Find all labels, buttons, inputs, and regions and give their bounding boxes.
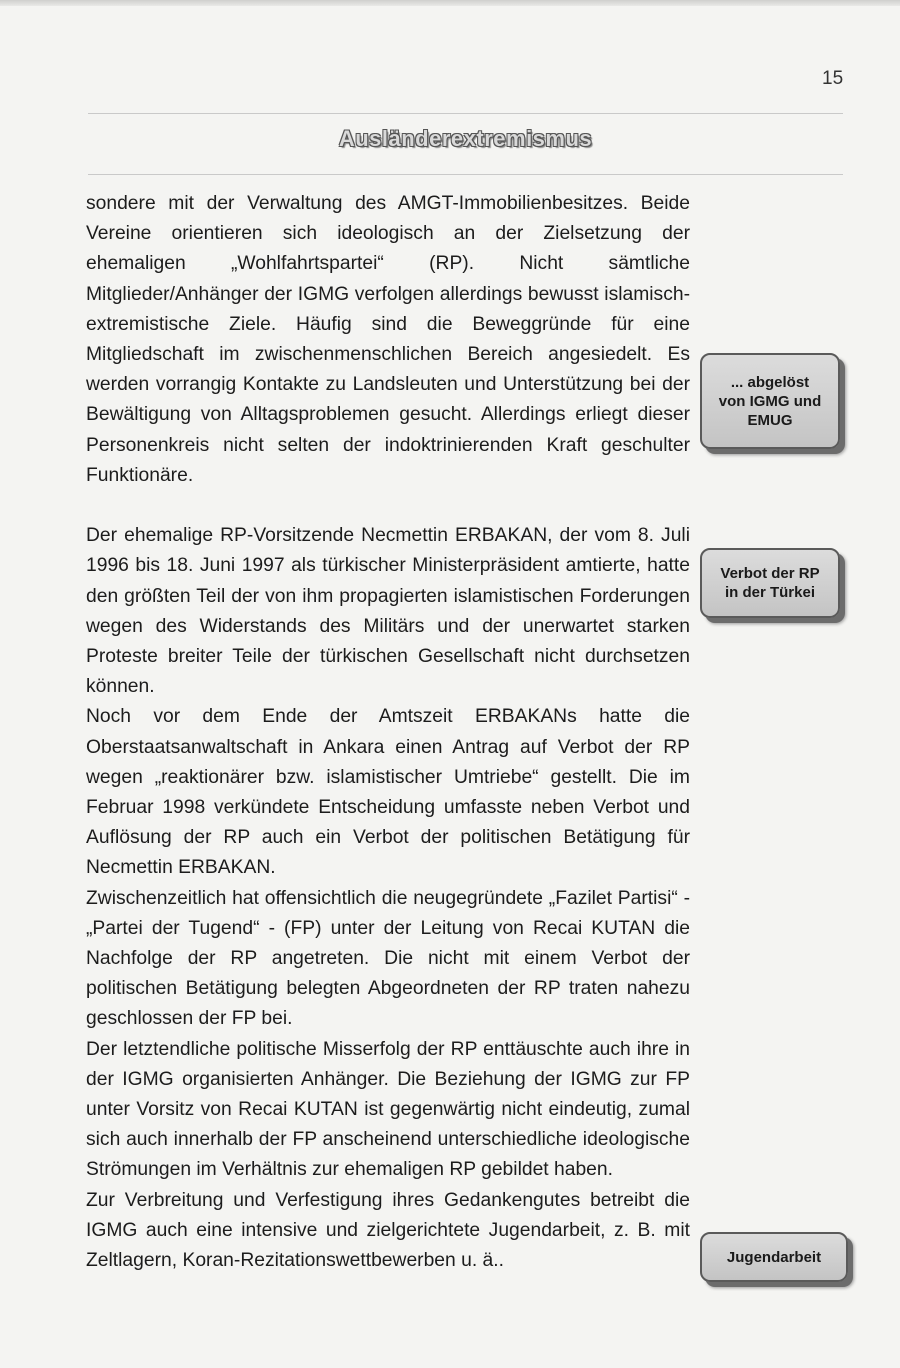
margin-note-jugendarbeit: Jugendarbeit xyxy=(700,1232,848,1282)
margin-note-verbot-rp: Verbot der RP in der Türkei xyxy=(700,548,840,618)
chapter-title: Ausländerextremismus xyxy=(338,126,593,151)
page-top-edge xyxy=(0,0,900,6)
paragraph: Noch vor dem Ende der Amtszeit ERBAKANs hatte die Oberstaatsanwaltschaft in Ankara einen Antrag auf Verbot der RP wegen „reaktionärer bzw. islamistischer Umtriebe“ gestellt. Die im Februar 1998 verkündete Entscheidung umfasste neben Verbot und Auflösung der RP auch ein Verbot der politischen Betätigung für Necmettin ERBAKAN. xyxy=(86,706,690,879)
header-rule-bottom xyxy=(88,174,843,175)
paragraph: sondere mit der Verwaltung des AMGT-Immobilienbesitzes. Beide Vereine orientieren sich ideologisch an der Zielsetzung der ehemaligen „Wohlfahrtspartei“ (RP). Nicht sämtliche Mitglieder/Anhänger der IGMG verfolgen allerdings bewusst islamisch-extremistische Ziele. Häufig sind die Beweggründe für eine Mitgliedschaft im zwischenmenschlichen Bereich angesiedelt. Es werden vorrangig Kontakte zu Landsleuten und Unterstützung bei der Bewältigung von Alltagsproblemen gesucht. Allerdings erliegt dieser Personenkreis nicht selten der indoktrinierenden Kraft geschulter Funktionäre. xyxy=(86,193,690,486)
paragraph: Der letztendliche politische Misserfolg der RP enttäuschte auch ihre in der IGMG organisierten Anhänger. Die Beziehung der IGMG zur FP unter Vorsitz von Recai KUTAN ist gegenwärtig nicht eindeutig, zumal sich auch innerhalb der FP anscheinend unterschiedliche ideologische Strömungen im Verhältnis zur ehemaligen RP gebildet haben. xyxy=(86,1038,690,1181)
paragraph: Zur Verbreitung und Verfestigung ihres Gedankengutes betreibt die IGMG auch eine intensive und zielgerichtete Jugendarbeit, z. B. mit Zeltlagern, Koran-Rezitationswettbewerben u. ä.. xyxy=(86,1189,690,1272)
paragraph: Zwischenzeitlich hat offensichtlich die neugegründete „Fazilet Partisi“ - „Partei der Tugend“ - (FP) unter der Leitung von Recai KUTAN die Nachfolge der RP angetreten. Die nicht mit einem Verbot der politischen Betätigung belegten Abgeordneten der RP traten nahezu geschlossen der FP bei. xyxy=(86,887,690,1030)
body-text xyxy=(86,189,690,1276)
page-number: 15 xyxy=(822,68,844,89)
header-rule-top xyxy=(88,113,843,114)
margin-note-abgeloest: ... abgelöst von IGMG und EMUG xyxy=(700,353,840,449)
paragraph: Der ehemalige RP-Vorsitzende Necmettin ERBAKAN, der vom 8. Juli 1996 bis 18. Juni 1997 als türkischer Ministerpräsident amtierte, hatte den größten Teil der von ihm propagierten islamistischen Forderungen wegen des Widerstands des Militärs und der unerwartet starken Proteste breiter Teile der türkischen Gesellschaft nicht durchsetzen können. xyxy=(86,525,690,698)
